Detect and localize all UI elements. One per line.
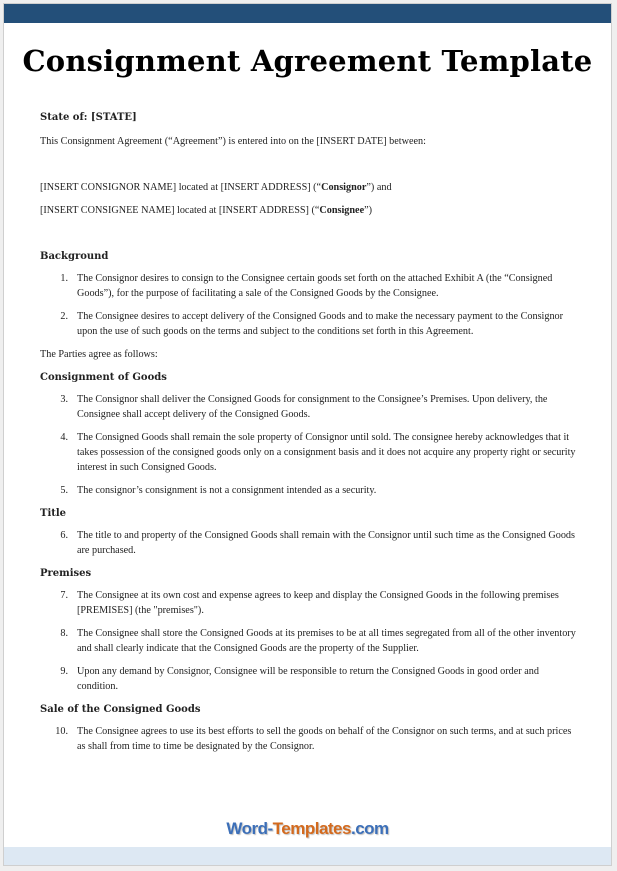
section-heading: Sale of the Consigned Goods: [40, 704, 201, 715]
clause-number: 9.: [60, 666, 68, 677]
document-body: [40, 110, 580, 762]
clause: [40, 664, 580, 694]
section-heading: Background: [40, 251, 109, 262]
consignee-party: [40, 203, 580, 218]
clause-number: 2.: [60, 311, 68, 322]
clause: [40, 483, 580, 498]
clause-number: 7.: [60, 590, 68, 601]
clause: [40, 392, 580, 422]
clause-text: The Consignee shall store the Consigned Goods at its premises to be at all times segregated from all of the other inventory and shall clearly indicate that the Consigned Goods are the property of the Supplier.: [77, 628, 576, 654]
clause-number: 3.: [60, 394, 68, 405]
clause: [40, 430, 580, 475]
clause: [40, 724, 580, 754]
section-heading: Consignment of Goods: [40, 372, 167, 383]
logo-text: Word-: [226, 819, 273, 838]
clause-text: The consignor’s consignment is not a consignment intended as a security.: [77, 485, 377, 496]
footer-band: [4, 847, 611, 865]
party-text: [INSERT CONSIGNEE NAME] located at [INSERT ADDRESS] (“: [40, 205, 320, 216]
party-text: ”) and: [366, 182, 392, 193]
clause: [40, 309, 580, 339]
clause-text: The Consignee desires to accept delivery of the Consigned Goods and to make the necessary payment to the Consignor upon the use of such goods on the terms and subject to the conditions set forth in this Agreement.: [77, 311, 564, 337]
clause-text: The Consignor shall deliver the Consigned Goods for consignment to the Consignee’s Premises. Upon delivery, the Consignee shall accept delivery of the Consigned Goods.: [77, 394, 548, 420]
intro-paragraph: This Consignment Agreement (“Agreement”) is entered into on the [INSERT DATE] between:: [40, 136, 426, 147]
section-heading: Premises: [40, 568, 92, 579]
clause-number: 1.: [60, 273, 68, 284]
party-text: [INSERT CONSIGNOR NAME] located at [INSERT ADDRESS] (“: [40, 182, 322, 193]
clause-text: The Consigned Goods shall remain the sole property of Consignor until sold. The consignee hereby acknowledges that it takes possession of the consigned goods only on a consignment basis and it does not acquire any property right or security interest in such Consigned Goods.: [77, 432, 576, 473]
state-line: State of: [STATE]: [40, 112, 137, 123]
clause-text: Upon any demand by Consignor, Consignee will be responsible to return the Consigned Goods in good order and condition.: [77, 666, 539, 692]
document-title: Consignment Agreement Template: [22, 44, 593, 78]
clause: [40, 626, 580, 656]
document-page: [3, 3, 612, 866]
clause-number: 5.: [60, 485, 68, 496]
clause: [40, 588, 580, 618]
header-bar: [4, 4, 611, 23]
clause-text: The title to and property of the Consigned Goods shall remain with the Consignor until such time as the Consigned Goods are purchased.: [77, 530, 575, 556]
consignor-party: [40, 180, 580, 195]
clause-number: 6.: [60, 530, 68, 541]
clause: [40, 528, 580, 558]
parties-agree-line: The Parties agree as follows:: [40, 349, 158, 360]
clause-number: 10.: [55, 726, 68, 737]
logo-text: Templates: [272, 819, 351, 838]
clause-number: 4.: [60, 432, 68, 443]
clause-text: The Consignee agrees to use its best efforts to sell the goods on behalf of the Consignor on such terms, and at such prices as shall from time to time be designated by the Consignor.: [77, 726, 572, 752]
clause-text: The Consignee at its own cost and expense agrees to keep and display the Consigned Goods in the following premises [PREMISES] (the "premises").: [77, 590, 559, 616]
word-templates-logo: [4, 819, 611, 839]
party-role: Consignee: [319, 205, 365, 216]
party-role: Consignor: [321, 182, 367, 193]
clause: [40, 271, 580, 301]
logo-text: .com: [350, 819, 389, 838]
clause-number: 8.: [60, 628, 68, 639]
clause-text: The Consignor desires to consign to the Consignee certain goods set forth on the attached Exhibit A (the “Consigned Goods”), for the purpose of facilitating a sale of the Consigned Goods by the Consignee.: [77, 273, 553, 299]
party-text: ”): [364, 205, 373, 216]
section-heading: Title: [40, 508, 67, 519]
